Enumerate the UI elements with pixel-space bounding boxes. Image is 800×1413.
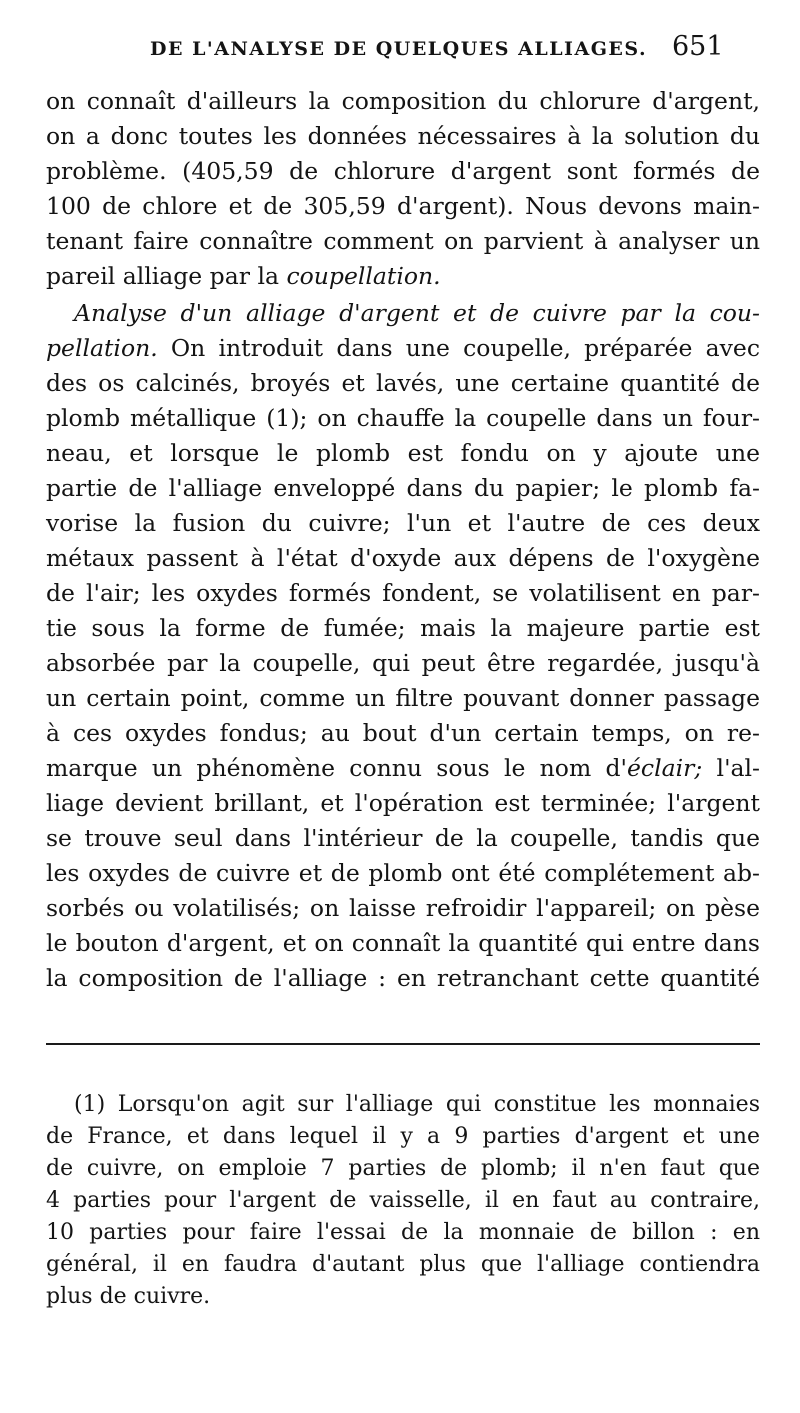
footnote-line: de cuivre, on emploie 7 parties de plomb; il n'en faut que [46,1156,760,1181]
page-number: 651 [672,31,724,62]
section-heading-end: pellation. [46,334,158,362]
text-line: à ces oxydes fondus; au bout d'un certain temps, on re- [46,719,760,747]
footnote-line: 10 parties pour faire l'essai de la monnaie de billon : en [46,1220,760,1245]
text-line: se trouve seul dans l'intérieur de la coupelle, tandis que [46,824,760,852]
text-segment: pareil alliage par la [46,262,287,290]
footnote-line: (1) Lorsqu'on agit sur l'alliage qui constitue les monnaies [74,1092,760,1117]
footnote-line: de France, et dans lequel il y a 9 parties d'argent et une [46,1124,760,1149]
text-line: la composition de l'alliage : en retranchant cette quantité [46,964,760,992]
text-segment: l'al- [702,754,760,782]
text-line: sorbés ou volatilisés; on laisse refroidir l'appareil; on pèse [46,894,760,922]
text-line: des os calcinés, broyés et lavés, une certaine quantité de [46,369,760,397]
text-line: les oxydes de cuivre et de plomb ont été complétement ab- [46,859,760,887]
section-heading-line [74,298,760,328]
footnote-separator [46,1043,760,1045]
footnote-line: plus de cuivre. [46,1284,211,1309]
text-line: plomb métallique (1); on chauffe la coupelle dans un four- [46,404,760,432]
text-line: vorise la fusion du cuivre; l'un et l'autre de ces deux [46,509,760,537]
text-line [46,261,760,291]
text-line [46,333,760,363]
footnote-line: 4 parties pour l'argent de vaisselle, il en faut au contraire, [46,1188,760,1213]
section-heading: Analyse d'un alliage d'argent et de cuivre par la cou- [74,299,760,327]
text-line: tenant faire connaître comment on parvient à analyser un [46,227,760,255]
italic-term: coupellation. [286,262,441,290]
text-line: un certain point, comme un filtre pouvant donner passage [46,684,760,712]
text-line: absorbée par la coupelle, qui peut être regardée, jusqu'à [46,649,760,677]
text-line: métaux passent à l'état d'oxyde aux dépens de l'oxygène [46,544,760,572]
text-line [46,753,760,783]
text-line: neau, et lorsque le plomb est fondu on y ajoute une [46,439,760,467]
text-line: tie sous la forme de fumée; mais la majeure partie est [46,614,760,642]
footnote-line: général, il en faudra d'autant plus que l'alliage contiendra [46,1252,760,1277]
running-title: DE L'ANALYSE DE QUELQUES ALLIAGES. [150,38,648,60]
text-line: le bouton d'argent, et on connaît la quantité qui entre dans [46,929,760,957]
text-line: on connaît d'ailleurs la composition du chlorure d'argent, [46,87,760,115]
text-line: liage devient brillant, et l'opération est terminée; l'argent [46,789,760,817]
text-segment: marque un phénomène connu sous le nom d' [46,754,628,782]
text-line: on a donc toutes les données nécessaires à la solution du [46,122,760,150]
text-line: de l'air; les oxydes formés fondent, se volatilisent en par- [46,579,760,607]
italic-term: éclair; [627,754,703,782]
text-line: partie de l'alliage enveloppé dans du papier; le plomb fa- [46,474,760,502]
text-line: 100 de chlore et de 305,59 d'argent). Nous devons main- [46,192,760,220]
text-segment: On introduit dans une coupelle, préparée avec [157,334,760,362]
text-line: problème. (405,59 de chlorure d'argent sont formés de [46,157,760,185]
